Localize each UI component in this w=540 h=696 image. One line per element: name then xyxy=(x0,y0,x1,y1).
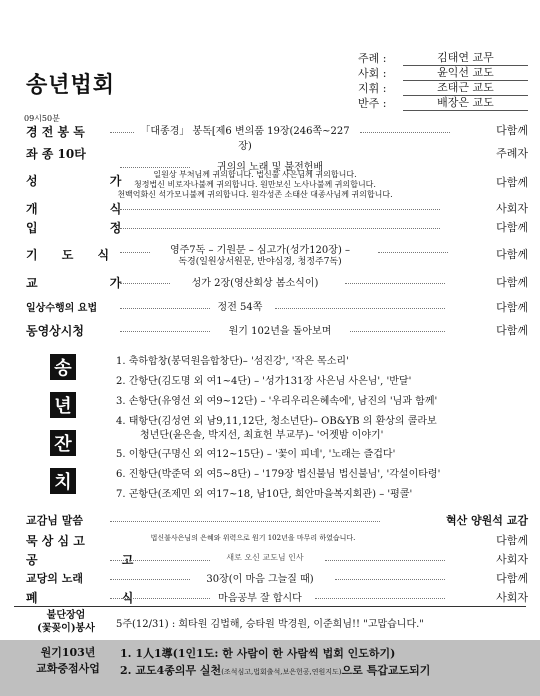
leader-line xyxy=(110,560,210,561)
program-label: 동영상시청 xyxy=(26,324,84,338)
role-row xyxy=(358,80,528,95)
program-right: 다함께 xyxy=(496,221,528,234)
closing-right: 혁산 양원석 교감 xyxy=(445,514,528,527)
role-label: 사회 : xyxy=(358,66,387,80)
program-label: 입 정 xyxy=(26,221,156,235)
song-sub-line: 일원상 부처님께 귀의합니다. 법신불 사은님께 귀의합니다. xyxy=(153,170,357,179)
leader-line xyxy=(120,228,440,229)
leader-line xyxy=(120,209,440,210)
cheer-item: 7. 곤항단(조제민 외 여17~18, 남10단, 희안마을복지회관) – '평콜' xyxy=(116,489,413,500)
program-content: 「대종경」 봉독[제6 변의품 19장(246쪽~227장) xyxy=(140,126,350,152)
closing-content: 마음공부 잘 합시다 xyxy=(218,593,302,604)
vision-line-2b: (조석심고,법회출석,보은헌공,연원지도) xyxy=(221,668,342,676)
role-name: 윤익선 교도 xyxy=(403,64,528,81)
leader-line xyxy=(110,598,210,599)
program-right: 다함께 xyxy=(496,301,528,314)
leader-line xyxy=(350,331,445,332)
closing-label: 교당의 노래 xyxy=(26,572,83,585)
program-content: 귀의의 노래 및 불전헌배 xyxy=(216,162,324,173)
role-name: 조태근 교도 xyxy=(403,79,528,96)
leader-line xyxy=(378,252,448,253)
program-label: 성 가 xyxy=(26,174,156,188)
program-right: 사회자 xyxy=(496,202,528,215)
roles-list xyxy=(358,50,528,110)
closing-content: 새로 오신 교도님 인사 xyxy=(226,553,304,562)
closing-label: 묵 상 심 고 xyxy=(26,534,85,548)
closing-right: 다함께 xyxy=(496,534,528,547)
page-title: 송년법회 xyxy=(26,72,116,98)
start-time: 09시50분 xyxy=(24,114,60,123)
program-label: 일상수행의 요법 xyxy=(26,303,98,314)
cheer-item: 4. 태항단(김성연 외 남9,11,12단, 청소년단)– OB&YB 의 환상의 콜라보 xyxy=(116,416,437,427)
divider xyxy=(14,606,526,607)
closing-label: 교감님 말씀 xyxy=(26,514,83,527)
song-sub xyxy=(110,170,400,200)
cheer-char-box: 송 xyxy=(50,354,76,380)
program-right: 주례자 xyxy=(496,147,528,160)
leader-line xyxy=(275,308,445,309)
leader-line xyxy=(315,598,445,599)
cheer-item: 1. 축하합창(봉덕원음합창단)– '섬진강', '작은 목소리' xyxy=(116,356,349,367)
program-label: 좌 종 10타 xyxy=(26,147,86,161)
program-label: 교 가 xyxy=(26,276,156,290)
program-content: 정전 54쪽 xyxy=(217,302,263,313)
song-sub-line: 천백억화신 석가모니불께 귀의합니다. 원각성존 소태산 대종사님께 귀의합니다. xyxy=(117,190,393,199)
leader-line xyxy=(110,521,380,522)
program-label: 개 식 xyxy=(26,202,156,216)
leader-line xyxy=(345,283,445,284)
vision-label-line: 교화중점사업 xyxy=(36,662,100,675)
cheer-item: 3. 손항단(유영선 외 여9~12단) – '우리우리은혜속에', 남진의 '님과 함께' xyxy=(116,396,438,407)
closing-content: 법신불사은님의 은혜와 위력으로 원기 102년을 마무리 하였습니다. xyxy=(150,534,356,542)
leader-line xyxy=(120,252,150,253)
song-sub-line: 청정법신 비로자나불께 귀의합니다. 원만보신 노사나불께 귀의합니다. xyxy=(134,180,376,189)
vision-label xyxy=(20,645,116,677)
program-content: 성가 2장(영산회상 봄소식이) xyxy=(191,278,319,289)
leader-line xyxy=(110,579,190,580)
cheer-char-box: 치 xyxy=(50,468,76,494)
cheer-item: 청년단(윤은솔, 박지선, 최효헌 부교무)– '어젯밤 이야기' xyxy=(140,430,384,441)
program-right: 다함께 xyxy=(496,124,528,137)
leader-line xyxy=(110,132,134,133)
role-name: 배장은 교도 xyxy=(403,94,528,111)
cheer-item: 2. 간항단(김도명 외 여1~4단) – '성가131장 사은님 사은님', '반달' xyxy=(116,376,412,387)
flower-label-line: 불단장엄 xyxy=(46,610,86,621)
role-row xyxy=(358,95,528,110)
leader-line xyxy=(335,579,445,580)
role-label: 지휘 : xyxy=(358,81,387,95)
flower-label xyxy=(20,609,112,635)
leader-line xyxy=(360,132,450,133)
vision-label-line: 원기103년 xyxy=(40,646,96,659)
vision-line-1: 1. 1人1導(1인1도: 한 사람이 한 사람씩 법회 인도하기) xyxy=(120,647,396,660)
vision-line-2 xyxy=(120,662,430,678)
flower-text: 5주(12/31) : 희타원 김법해, 승타원 박경원, 이준희님!! "고맙습니다." xyxy=(116,619,424,630)
vision-line-2a: 2. 교도4종의무 실천 xyxy=(120,664,222,677)
vision-line-2c: 으로 특갑교도되기 xyxy=(341,664,431,677)
closing-right: 사회자 xyxy=(496,591,528,604)
program-content: 영주7독 – 기원문 – 심고가(성가120장) – xyxy=(169,245,351,256)
program-right: 다함께 xyxy=(496,276,528,289)
leader-line xyxy=(120,283,170,284)
cheer-item: 5. 이항단(구명신 외 여12~15단) – '꽃이 피네', '노래는 즐겁다' xyxy=(116,449,396,460)
program-right: 다함께 xyxy=(496,324,528,337)
closing-right: 사회자 xyxy=(496,553,528,566)
closing-right: 다함께 xyxy=(496,572,528,585)
role-label: 반주 : xyxy=(358,96,387,110)
flower-label-line: (꽃꽂이)봉사 xyxy=(37,623,95,634)
program-label: 경 전 봉 독 xyxy=(26,125,85,139)
leader-line xyxy=(120,167,190,168)
role-name: 김태연 교무 xyxy=(403,49,528,66)
program-label: 기 도 식 xyxy=(26,248,120,262)
leader-line xyxy=(120,331,210,332)
leader-line xyxy=(325,560,445,561)
closing-label: 공 고 xyxy=(26,553,174,567)
role-row xyxy=(358,65,528,80)
cheer-char-box: 년 xyxy=(50,392,76,418)
prayer-sub: 독경(일원상서원문, 반야심경, 청정주7독) xyxy=(178,257,342,267)
role-row xyxy=(358,50,528,65)
closing-label: 폐 식 xyxy=(26,591,174,605)
role-label: 주례 : xyxy=(358,51,387,65)
leader-line xyxy=(120,308,210,309)
cheer-char-box: 잔 xyxy=(50,430,76,456)
program-content: 원기 102년을 돌아보며 xyxy=(228,326,332,337)
program-right: 다함께 xyxy=(496,248,528,261)
cheer-item: 6. 진항단(박준덕 외 여5~8단) – '179장 법신불님 법신불님', '각설이타령' xyxy=(116,469,441,480)
closing-content: 30장(이 마음 그늘질 때) xyxy=(206,574,314,585)
program-right: 다함께 xyxy=(496,176,528,189)
